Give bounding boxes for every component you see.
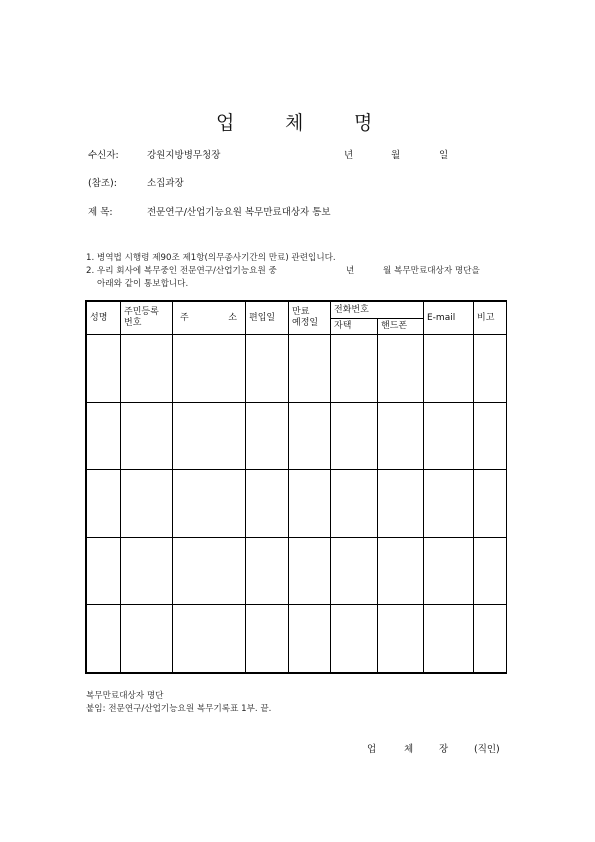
- table-cell: [87, 605, 121, 673]
- body-line-1: 1. 병역법 시행령 제90조 제1항(의무종사기간의 만료) 관련입니다.: [86, 253, 336, 263]
- table-cell: [246, 537, 289, 605]
- table-cell: [378, 470, 424, 538]
- table-cell: [474, 537, 507, 605]
- table-cell: [87, 402, 121, 470]
- address-header-char-2: 소: [228, 312, 237, 323]
- table-row: [87, 605, 507, 673]
- table-cell: [246, 335, 289, 403]
- table-cell: [121, 470, 173, 538]
- body-line-2a: 2. 우리 회사에 복무중인 전문연구/산업기능요원 중: [86, 266, 277, 276]
- table-cell: [424, 335, 474, 403]
- table-cell: [331, 470, 378, 538]
- signature-block: [0, 741, 595, 755]
- table-cell: [424, 402, 474, 470]
- table-cell: [173, 470, 246, 538]
- col-header-remarks: 비고: [474, 302, 507, 335]
- table-cell: [121, 402, 173, 470]
- table-cell: [289, 335, 331, 403]
- table-cell: [246, 470, 289, 538]
- table-cell: [87, 335, 121, 403]
- table-cell: [173, 605, 246, 673]
- table-cell: [173, 537, 246, 605]
- table-cell: [121, 605, 173, 673]
- table-cell: [378, 335, 424, 403]
- table-cell: [331, 537, 378, 605]
- attachment-line: 붙임: 전문연구/산업기능요원 복무기록표 1부. 끝.: [86, 704, 272, 714]
- table-cell: [121, 335, 173, 403]
- col-header-address: [173, 302, 246, 335]
- attachment-title: 복무만료대상자 명단: [86, 691, 164, 701]
- col-header-name: 성명: [87, 302, 121, 335]
- table-cell: [474, 605, 507, 673]
- table-cell: [173, 402, 246, 470]
- col-header-phone-home: 자택: [331, 319, 378, 335]
- table-cell: [246, 402, 289, 470]
- table-cell: [331, 605, 378, 673]
- address-header-char-1: 주: [180, 312, 189, 323]
- body-line-3: 아래와 같이 통보합니다.: [97, 279, 189, 289]
- table-row: [87, 470, 507, 538]
- col-header-expire-date: 만료 예정일: [289, 302, 331, 335]
- signature-char-2: 체: [404, 744, 414, 755]
- table-cell: [246, 605, 289, 673]
- table-cell: [474, 402, 507, 470]
- table-cell: [289, 402, 331, 470]
- body-line-2-year: 년: [346, 266, 355, 276]
- col-header-resident-no: 주민등록 번호: [121, 302, 173, 335]
- date-year-label: 년: [344, 150, 354, 161]
- signature-char-3: 장: [439, 744, 449, 755]
- table-cell: [331, 402, 378, 470]
- table-cell: [331, 335, 378, 403]
- col-header-phone: 전화번호: [331, 302, 424, 319]
- table-row: [87, 402, 507, 470]
- table-cell: [474, 470, 507, 538]
- signature-char-1: 업: [367, 744, 377, 755]
- col-header-enlist-date: 편입일: [246, 302, 289, 335]
- table-cell: [289, 605, 331, 673]
- col-header-email: E-mail: [424, 302, 474, 335]
- title-char-1: 업: [216, 112, 235, 134]
- recipient-value: 강원지방병무청장: [147, 150, 221, 161]
- table-cell: [378, 537, 424, 605]
- table-cell: [474, 335, 507, 403]
- table-cell: [173, 335, 246, 403]
- table-cell: [289, 537, 331, 605]
- table-cell: [378, 605, 424, 673]
- reference-label: (참조):: [88, 178, 117, 189]
- table-cell: [424, 537, 474, 605]
- table-cell: [424, 470, 474, 538]
- document-title: [0, 108, 595, 134]
- reference-value: 소집과장: [147, 178, 184, 189]
- table-cell: [87, 470, 121, 538]
- table-cell: [289, 470, 331, 538]
- title-char-2: 체: [285, 112, 304, 134]
- table-cell: [87, 537, 121, 605]
- body-line-2-rest: 월 복무만료대상자 명단을: [383, 266, 480, 276]
- subject-label: 제 목:: [88, 207, 113, 218]
- col-header-phone-mobile: 핸드폰: [378, 319, 424, 335]
- recipient-label: 수신자:: [88, 150, 119, 161]
- table-cell: [121, 537, 173, 605]
- date-month-label: 월: [391, 150, 401, 161]
- table-row: [87, 335, 507, 403]
- subject-value: 전문연구/산업기능요원 복무만료대상자 통보: [147, 207, 331, 218]
- seal-label: (직인): [474, 744, 500, 755]
- table-cell: [424, 605, 474, 673]
- table-cell: [378, 402, 424, 470]
- table-row: [87, 537, 507, 605]
- title-char-3: 명: [354, 112, 373, 134]
- expiry-table: [86, 301, 507, 673]
- table-body: [87, 335, 507, 673]
- date-day-label: 일: [439, 150, 449, 161]
